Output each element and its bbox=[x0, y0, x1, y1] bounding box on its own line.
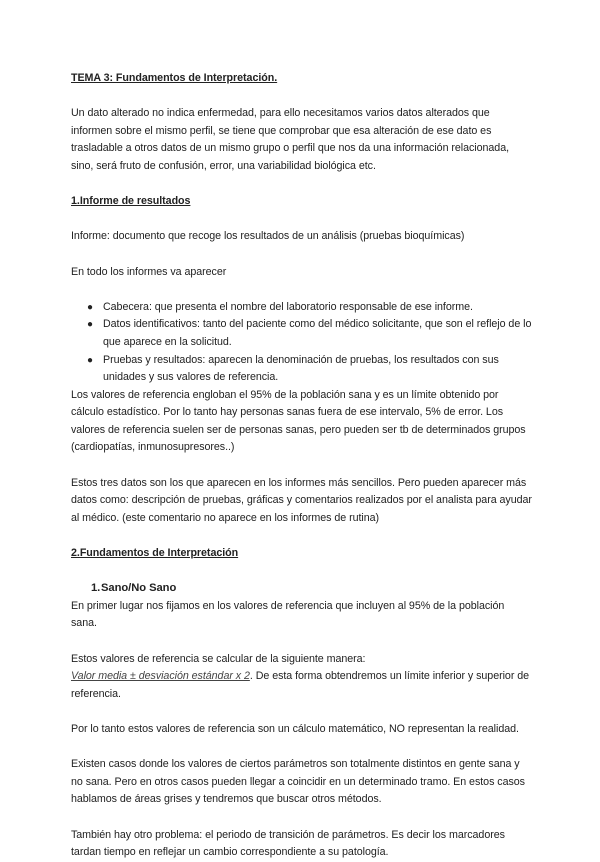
calculation-intro: Estos valores de referencia se calcular de la siguiente manera: bbox=[71, 652, 366, 665]
formula-text: Valor media ± desviación estándar x 2 bbox=[71, 670, 250, 683]
bullet-icon: ● bbox=[87, 319, 93, 331]
intro-paragraph: Un dato alterado no indica enfermedad, para ello necesitamos varios datos alterados que informen sobre el mismo perfil, se tiene que comprobar que esa alteración de ese dato es trasladable a otros datos de un mismo grupo o perfil que nos da una información relacionada, sino, será fruto de confusión, error, una variabilidad biológica etc. bbox=[71, 107, 510, 172]
section2-heading: 2.Fundamentos de Interpretación bbox=[71, 547, 239, 560]
list-item: ● Pruebas y resultados: aparecen la denominación de pruebas, los resultados con sus unidades y sus valores de referencia. bbox=[87, 353, 499, 384]
bullet-icon: ● bbox=[87, 354, 93, 366]
formula-paragraph bbox=[71, 668, 533, 703]
transition-period-paragraph: También hay otro problema: el periodo de transición de parámetros. Es decir los marcadores tardan tiempo en reflejar un cambio correspondiente a su patología. bbox=[71, 828, 505, 859]
subsection-title: Sano/No Sano bbox=[101, 582, 177, 595]
formula-rest: . De esta forma obtendremos un límite inferior y superior de referencia. bbox=[71, 670, 530, 700]
grey-areas-paragraph: Existen casos donde los valores de ciertos parámetros son totalmente distintos en gente sana y no sana. Pero en otros casos pueden llegar a coincidir en un determinado tramo. En estos casos hablamos de áreas grises y tendremos que buscar otros métodos. bbox=[71, 758, 525, 806]
section1-heading: 1.Informe de resultados bbox=[71, 195, 191, 208]
reference-values-paragraph: Los valores de referencia engloban el 95% de la población sana y es un límite obtenido por cálculo estadístico. Por lo tanto hay personas sanas fuera de ese intervalo, 5% de error. Los valores de referencia suelen ser de personas sanas, pero pueden ser tb de determinados grupos (cardiopatías, inmunosupresores..) bbox=[71, 388, 526, 454]
document-page bbox=[71, 70, 533, 862]
mathematical-calc-paragraph: Por lo tanto estos valores de referencia son un cálculo matemático, NO representan la realidad. bbox=[71, 722, 519, 735]
healthy-population-paragraph: En primer lugar nos fijamos en los valores de referencia que incluyen al 95% de la población sana. bbox=[71, 599, 505, 630]
document-title: TEMA 3: Fundamentos de Interpretación. bbox=[71, 72, 278, 84]
report-items-list bbox=[71, 299, 533, 387]
list-item: ● Datos identificativos: tanto del paciente como del médico solicitante, que son el reflejo de lo que aparece en la solicitud. bbox=[87, 318, 532, 348]
subsection-heading bbox=[71, 580, 533, 598]
subsection-number: 1. bbox=[91, 582, 101, 595]
bullet-icon: ● bbox=[87, 301, 93, 313]
list-intro: En todo los informes va aparecer bbox=[71, 265, 227, 278]
report-definition: Informe: documento que recoge los resultados de un análisis (pruebas bioquímicas) bbox=[71, 230, 465, 243]
extra-data-paragraph: Estos tres datos son los que aparecen en los informes más sencillos. Pero pueden aparecer más datos como: descripción de pruebas, gráficas y comentarios realizados por el analista para ayudar al médico. (este comentario no aparece en los informes de rutina) bbox=[71, 476, 532, 524]
list-item: ● Cabecera: que presenta el nombre del laboratorio responsable de ese informe. bbox=[71, 299, 533, 317]
